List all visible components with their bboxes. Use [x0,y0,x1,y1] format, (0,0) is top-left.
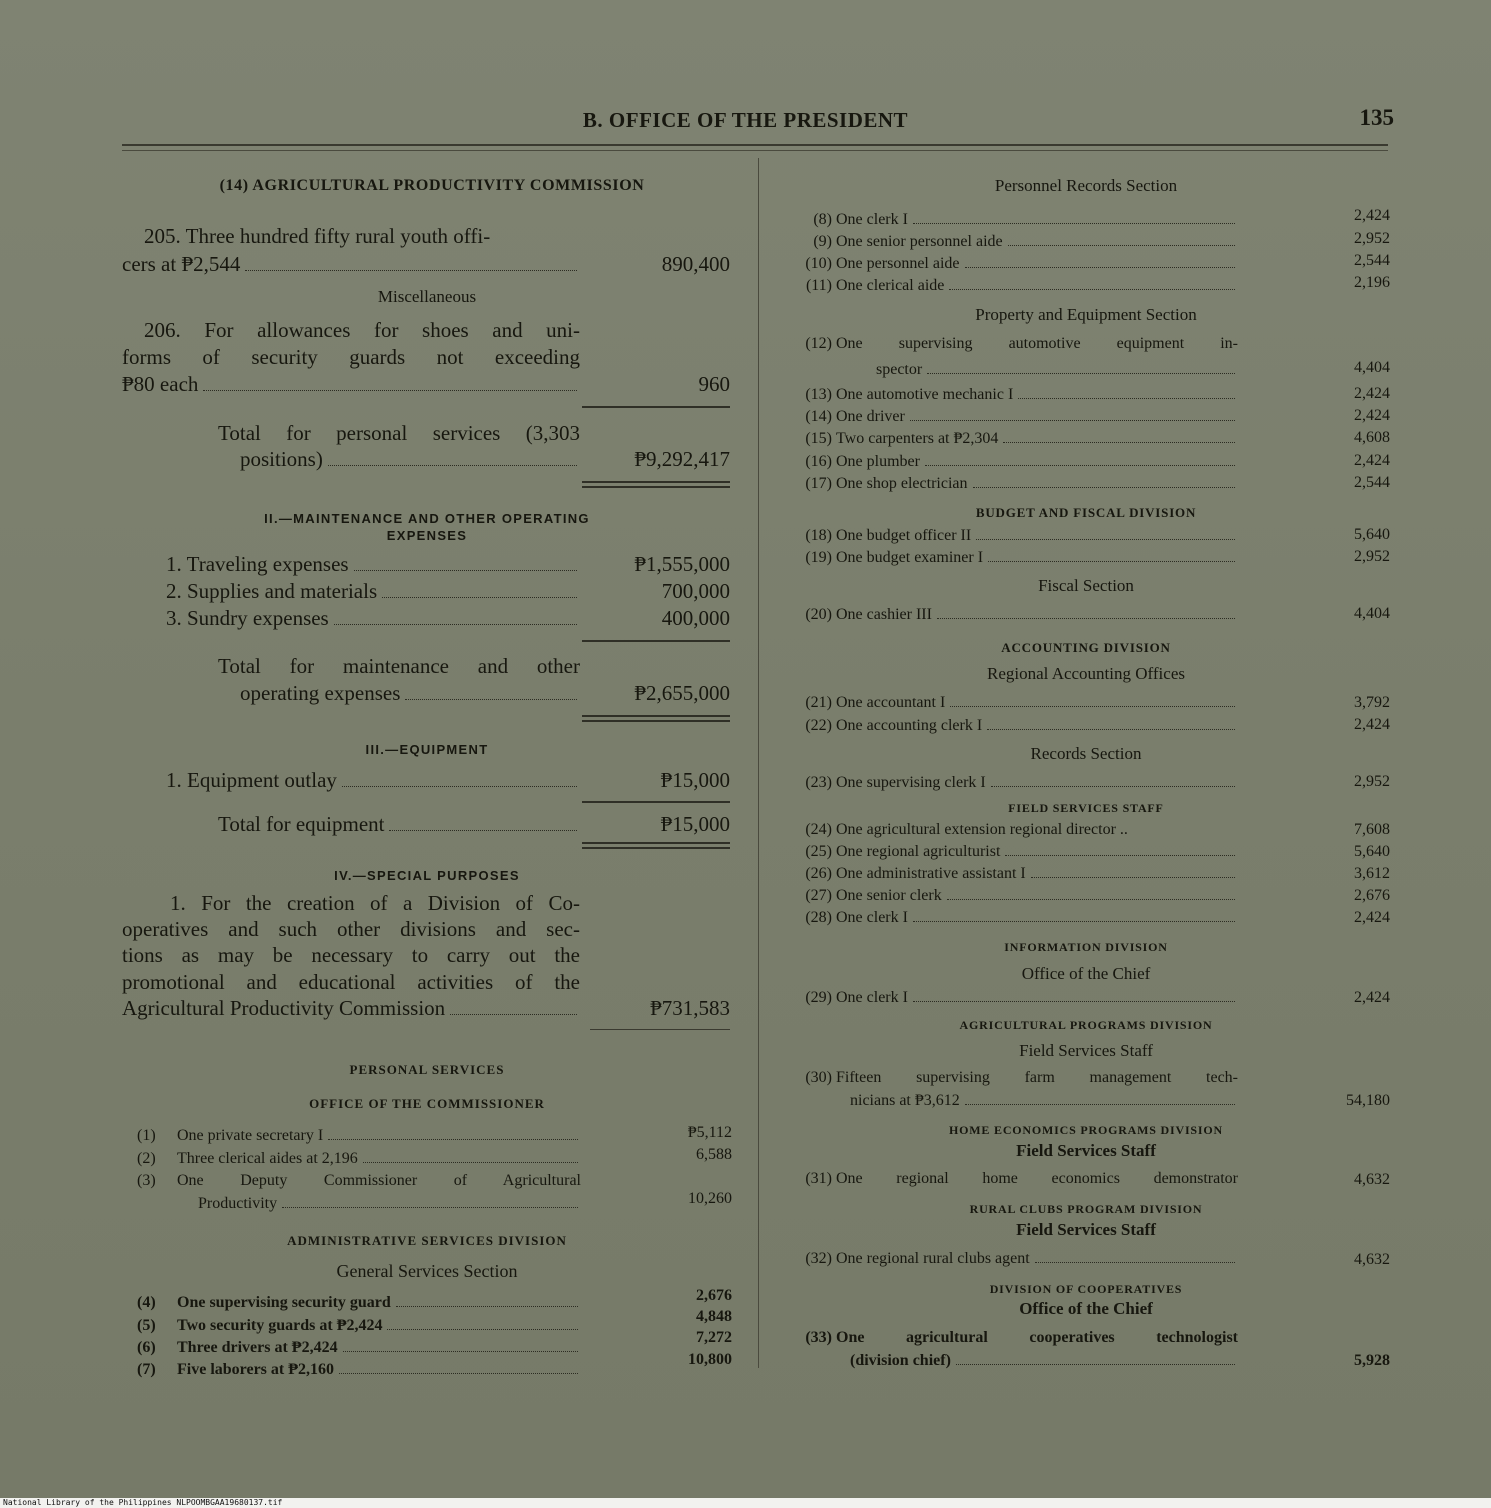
item-206-line2: forms of security guards not exceeding [122,345,580,369]
item-text: One budget officer II [836,527,972,544]
total-personal-text: positions) [240,447,323,471]
item-206-text: ₱80 each [122,372,199,396]
item-206-line3 [122,371,580,398]
item-text: One regional home economics demonstrator [836,1170,1238,1187]
item-amount: 2,952 [1354,773,1390,790]
item-text: One clerk I [836,989,908,1006]
maint-item-amount: 700,000 [661,579,730,603]
personal-services-heading: PERSONAL SERVICES [349,1062,505,1077]
equip-heading: III.—EQUIPMENT [365,742,489,757]
item-text-cont: spector [876,361,923,378]
item-text: Two carpenters at ₱2,304 [836,430,999,447]
property-item-14 [786,406,1238,428]
item-amount: 4,632 [1354,1251,1390,1268]
budget-heading: BUDGET AND FISCAL DIVISION [975,505,1197,520]
item-text: One clerical aide [836,277,945,294]
special-line2: operatives and such other divisions and sec- [122,917,580,941]
item-number: (27) [805,887,832,904]
commissioner-item-2 [137,1148,581,1170]
maint-item-2 [166,578,580,605]
total-maint-line2 [240,680,580,707]
item-text: One regional rural clubs agent [836,1250,1030,1267]
total-equip-label: Total for equipment [218,812,385,836]
total-personal-amount: ₱9,292,417 [634,447,730,471]
item-text: Five laborers at ₱2,160 [177,1361,335,1378]
records-heading: Records Section [1030,744,1142,763]
item-amount: 2,424 [1354,716,1390,733]
item-amount: 7,272 [696,1329,732,1346]
sum-rule [582,406,730,408]
item-amount: 2,544 [1354,474,1390,491]
item-205-text: cers at ₱2,544 [122,252,241,276]
general-item-5 [137,1315,581,1337]
item-text: One regional agriculturist [836,843,1001,860]
item-number: (4) [137,1294,156,1311]
item-206-line1: 206. For allowances for shoes and uni- [144,318,580,342]
item-text: One automotive mechanic I [836,386,1014,403]
item-text: One cashier III [836,606,932,623]
rural-field-heading: Field Services Staff [1016,1220,1156,1239]
item-206-amount: 960 [698,372,730,396]
item-amount: 2,424 [1354,207,1390,224]
personnel-item-9 [786,231,1238,253]
item-text: Fifteen supervising farm management tech- [836,1069,1238,1086]
item-text: One agricultural extension regional director .. [836,821,1128,838]
maint-heading-line1: II.—MAINTENANCE AND OTHER OPERATING [264,511,590,526]
scan-credit: National Library of the Philippines NLPOOMBGAA19680137.tif [0,1498,1491,1508]
item-amount: 4,404 [1354,605,1390,622]
personnel-item-8 [786,209,1238,231]
total-personal-line2 [240,446,580,473]
special-heading: IV.—SPECIAL PURPOSES [334,868,520,883]
item-amount: 7,608 [1354,821,1390,838]
item-amount: ₱5,112 [687,1124,732,1141]
item-number: (3) [137,1172,156,1189]
item-amount: 54,180 [1346,1092,1390,1109]
item-amount: 10,800 [688,1351,732,1368]
item-text: One supervising clerk I [836,774,986,791]
double-rule-b [582,847,730,849]
item-amount: 2,952 [1354,230,1390,247]
item-number: (11) [805,277,832,294]
item-text: One supervising automotive equipment in- [836,335,1238,352]
general-item-6 [137,1337,581,1359]
page-header-title: B. OFFICE OF THE PRESIDENT [582,108,909,132]
item-text-cont: Productivity [198,1195,278,1212]
agri-item-30-cont [850,1090,1238,1112]
item-amount: 3,612 [1354,865,1390,882]
office-chief-heading: Office of the Chief [1021,964,1151,983]
item-text: One supervising security guard [177,1294,391,1311]
maint-item-label: 3. Sundry expenses [166,606,329,630]
regional-accounting-heading: Regional Accounting Offices [987,664,1185,683]
double-rule-a [582,481,730,483]
item-number: (1) [137,1127,156,1144]
double-rule-b [582,486,730,488]
info-item-29 [786,987,1238,1009]
header-rule [122,144,1388,146]
budget-item-19 [786,547,1238,569]
total-maint-amount: ₱2,655,000 [634,681,730,705]
agri-programs-heading: AGRICULTURAL PROGRAMS DIVISION [959,1018,1213,1032]
item-text: One private secretary I [177,1127,324,1144]
item-number: (24) [805,821,832,838]
fiscal-item-20 [786,604,1238,626]
item-amount: 4,608 [1354,429,1390,446]
item-amount: 2,424 [1354,407,1390,424]
item-205-line1: 205. Three hundred fifty rural youth offi- [144,224,491,248]
misc-heading: Miscellaneous [377,287,477,306]
field-item-25 [786,841,1238,863]
item-number: (8) [813,211,832,228]
special-line3: tions as may be necessary to carry out the [122,943,580,967]
item-number: (12) [805,335,832,352]
coop-chief-heading: Office of the Chief [1019,1299,1153,1318]
item-number: (28) [805,909,832,926]
item-text: One agricultural cooperatives technologist [836,1329,1238,1346]
item-amount: 4,848 [696,1308,732,1325]
home-econ-heading: HOME ECONOMICS PROGRAMS DIVISION [949,1123,1223,1137]
property-item-12 [786,333,1238,355]
item-number: (32) [805,1250,832,1267]
item-text: One driver [836,408,905,425]
general-services-heading: General Services Section [336,1261,518,1281]
item-number: (9) [813,233,832,250]
maint-item-label: 1. Traveling expenses [166,552,349,576]
item-number: (6) [137,1339,156,1356]
item-text: One Deputy Commissioner of Agricultural [177,1172,581,1189]
item-number: (17) [805,475,832,492]
double-rule-b [582,720,730,722]
personnel-records-heading: Personnel Records Section [994,176,1178,195]
double-rule-a [582,842,730,844]
item-number: (22) [805,717,832,734]
total-maint-line1: Total for maintenance and other [218,654,580,678]
item-text: One budget examiner I [836,549,984,566]
total-personal-line1: Total for personal services (3,303 [218,421,580,445]
item-number: (19) [805,549,832,566]
item-number: (7) [137,1361,156,1378]
commission-heading: (14) AGRICULTURAL PRODUCTIVITY COMMISSION [219,177,645,194]
item-amount: 5,928 [1354,1352,1390,1369]
records-item-23 [786,772,1238,794]
field-staff-heading: FIELD SERVICES STAFF [1008,801,1164,815]
accounting-heading: ACCOUNTING DIVISION [1001,640,1171,655]
sum-rule [590,1029,730,1030]
item-amount: 2,676 [1354,887,1390,904]
item-text: One clerk I [836,211,908,228]
item-text: One senior clerk [836,887,942,904]
accounting-item-21 [786,692,1238,714]
item-amount: 5,640 [1354,843,1390,860]
general-item-7 [137,1359,581,1381]
total-equip-amount: ₱15,000 [660,812,730,836]
personnel-item-10 [786,253,1238,275]
item-amount: 2,424 [1354,989,1390,1006]
item-amount: 10,260 [688,1190,732,1207]
item-text: One accountant I [836,694,946,711]
property-item-17 [786,473,1238,495]
commissioner-item-1 [137,1125,581,1147]
item-number: (20) [805,606,832,623]
item-amount: 2,424 [1354,452,1390,469]
maint-heading-line2: EXPENSES [386,528,468,543]
double-rule-a [582,715,730,717]
item-amount: 3,792 [1354,694,1390,711]
item-number: (2) [137,1150,156,1167]
item-number: (15) [805,430,832,447]
item-text: One shop electrician [836,475,968,492]
item-number: (31) [805,1170,832,1187]
commissioner-item-3 [137,1170,581,1192]
property-heading: Property and Equipment Section [975,305,1197,324]
item-number: (26) [805,865,832,882]
item-number: (30) [805,1069,832,1086]
property-item-16 [786,451,1238,473]
item-text-cont: (division chief) [850,1352,951,1369]
total-equip [218,811,580,838]
information-heading: INFORMATION DIVISION [1004,940,1168,954]
item-amount: 2,952 [1354,548,1390,565]
item-text: One administrative assistant I [836,865,1026,882]
item-number: (33) [805,1329,832,1346]
property-item-15 [786,428,1238,450]
header-rule-thin [122,150,1388,151]
sum-rule [582,640,730,642]
item-number: (16) [805,453,832,470]
equip-item-amount: ₱15,000 [660,768,730,792]
column-divider [758,158,759,1368]
personnel-item-11 [786,275,1238,297]
field-item-28 [786,907,1238,929]
special-line5-text: Agricultural Productivity Commission [122,996,446,1020]
field-item-26 [786,863,1238,885]
item-amount: 4,404 [1354,359,1390,376]
item-amount: 2,544 [1354,252,1390,269]
item-text: One personnel aide [836,255,960,272]
field-item-27 [786,885,1238,907]
accounting-item-22 [786,715,1238,737]
special-line4: promotional and educational activities of the [122,970,580,994]
field-item-24 [786,819,1238,841]
maint-item-1 [166,551,580,578]
equip-item [166,767,580,794]
item-amount: 5,640 [1354,526,1390,543]
property-item-13 [786,384,1238,406]
item-number: (10) [805,255,832,272]
item-text: Two security guards at ₱2,424 [177,1317,383,1334]
page-number: 135 [1359,105,1394,130]
item-amount: 4,632 [1354,1171,1390,1188]
item-text: Three clerical aides at 2,196 [177,1150,358,1167]
item-number: (25) [805,843,832,860]
item-text: One plumber [836,453,920,470]
item-number: (23) [805,774,832,791]
item-amount: 2,196 [1354,274,1390,291]
agri-item-30 [786,1067,1238,1089]
special-amount: ₱731,583 [650,996,730,1020]
maint-item-label: 2. Supplies and materials [166,579,378,603]
coop-item-33 [786,1327,1238,1349]
item-amount: 2,424 [1354,385,1390,402]
item-amount: 6,588 [696,1146,732,1163]
item-text: One senior personnel aide [836,233,1003,250]
item-amount: 2,676 [696,1287,732,1304]
item-number: (18) [805,527,832,544]
property-item-12-cont [876,359,1238,381]
item-number: (29) [805,989,832,1006]
special-line5 [122,995,580,1022]
item-number: (5) [137,1317,156,1334]
coop-heading: DIVISION OF COOPERATIVES [989,1282,1183,1296]
rural-item-32 [786,1248,1238,1270]
item-205-amount: 890,400 [661,252,730,276]
fiscal-heading: Fiscal Section [1038,576,1134,595]
equip-item-label: 1. Equipment outlay [166,768,337,792]
admin-heading: ADMINISTRATIVE SERVICES DIVISION [287,1233,567,1248]
item-text: Three drivers at ₱2,424 [177,1339,338,1356]
item-number: (21) [805,694,832,711]
commissioner-item-3-cont [198,1193,581,1215]
item-amount: 2,424 [1354,909,1390,926]
home-field-heading: Field Services Staff [1016,1141,1156,1160]
item-number: (13) [805,386,832,403]
item-205-line2 [122,251,580,278]
home-item-31 [786,1168,1238,1190]
maint-item-amount: 400,000 [661,606,730,630]
agri-field-heading: Field Services Staff [1019,1041,1153,1060]
item-number: (14) [805,408,832,425]
item-text: One accounting clerk I [836,717,983,734]
budget-item-18 [786,525,1238,547]
general-item-4 [137,1292,581,1314]
rural-clubs-heading: RURAL CLUBS PROGRAM DIVISION [969,1202,1203,1216]
special-line1: 1. For the creation of a Division of Co- [170,891,580,915]
item-text-cont: nicians at ₱3,612 [850,1092,960,1109]
maint-item-amount: ₱1,555,000 [634,552,730,576]
sum-rule [582,801,730,803]
office-commissioner-heading: OFFICE OF THE COMMISSIONER [309,1096,545,1111]
maint-item-3 [166,605,580,632]
item-text: One clerk I [836,909,908,926]
coop-item-33-cont [850,1350,1238,1372]
total-maint-text: operating expenses [240,681,401,705]
